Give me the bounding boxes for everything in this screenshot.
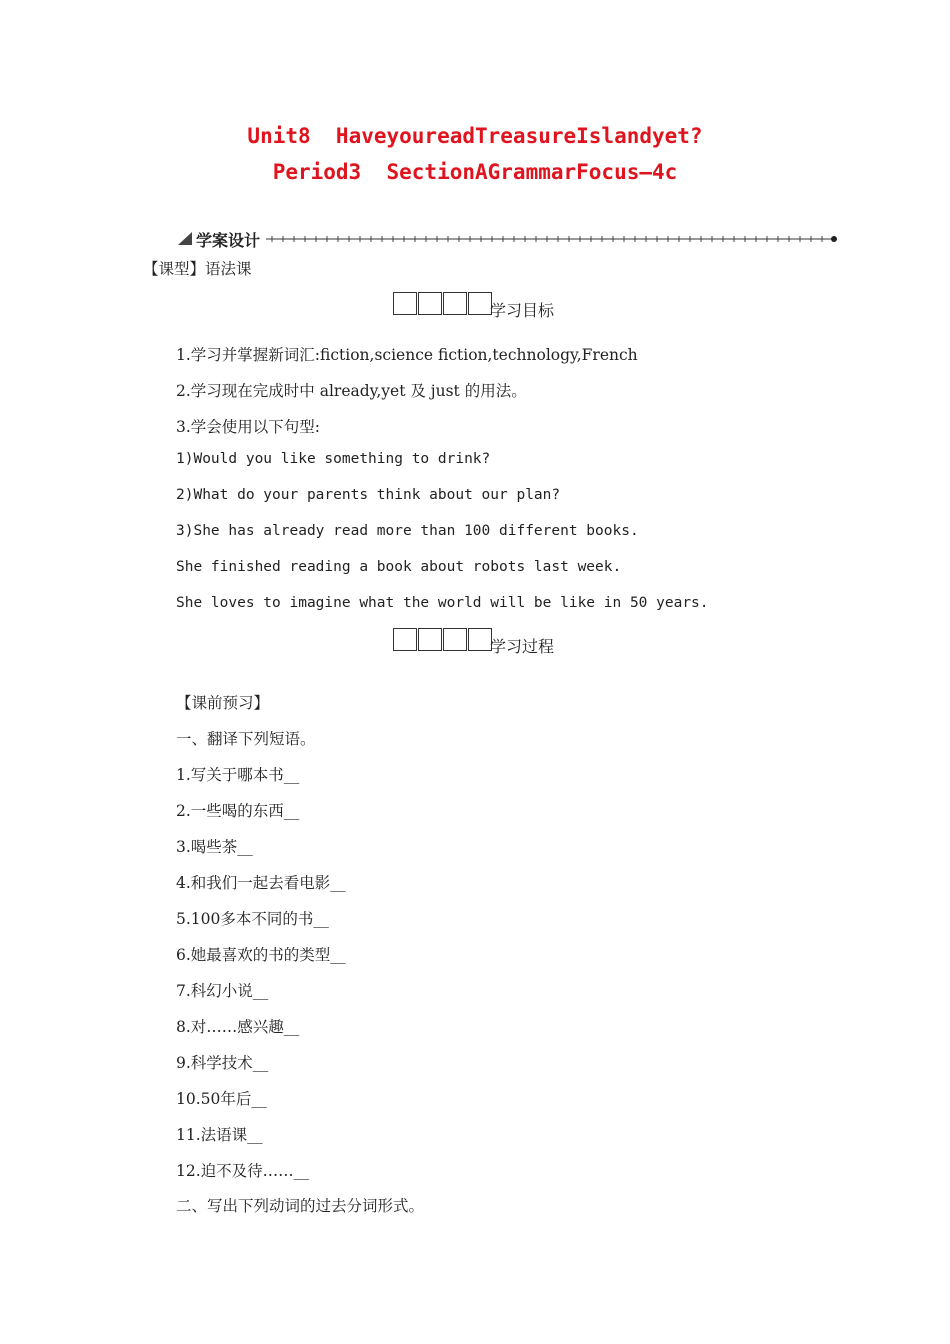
- phrase-item: 1.写关于哪本书__: [176, 766, 300, 784]
- goal-item: 1)Would you like something to drink?: [176, 451, 491, 467]
- phrase-item: 6.她最喜欢的书的类型__: [176, 946, 346, 964]
- goal-item: 3.学会使用以下句型:: [176, 418, 321, 436]
- lesson-type: 【课型】语法课: [143, 260, 252, 278]
- goals-heading: 学习目标: [490, 301, 555, 320]
- goal-item: 1.学习并掌握新词汇:fiction,science fiction,technology,French: [176, 346, 638, 364]
- phrase-item: 7.科幻小说__: [176, 982, 269, 1000]
- goals-box-icon: [393, 292, 493, 315]
- phrase-item: 3.喝些茶__: [176, 838, 253, 856]
- goal-item: 2)What do your parents think about our plan?: [176, 487, 561, 503]
- preview-heading: 【课前预习】: [176, 694, 270, 712]
- phrase-item: 2.一些喝的东西__: [176, 802, 300, 820]
- goal-item: 3)She has already read more than 100 different books.: [176, 523, 639, 539]
- part1-heading: 一、翻译下列短语。: [176, 730, 316, 748]
- phrase-item: 10.50年后__: [176, 1090, 267, 1108]
- goal-item: 2.学习现在完成时中 already,yet 及 just 的用法。: [176, 382, 527, 400]
- dotted-rule: [266, 232, 840, 246]
- design-section-bar: [176, 228, 840, 250]
- document-subtitle: Period3 SectionAGrammarFocus—4c: [272, 160, 678, 184]
- phrase-item: 8.对……感兴趣__: [176, 1018, 300, 1036]
- process-box-icon: [393, 628, 493, 651]
- document-title: Unit8 HaveyoureadTreasureIslandyet?: [247, 124, 703, 148]
- goal-item: She finished reading a book about robots last week.: [176, 559, 622, 575]
- goal-item: She loves to imagine what the world will be like in 50 years.: [176, 595, 709, 611]
- phrase-item: 9.科学技术__: [176, 1054, 269, 1072]
- phrase-item: 4.和我们一起去看电影__: [176, 874, 346, 892]
- triangle-icon: [178, 232, 192, 245]
- phrase-item: 11.法语课__: [176, 1126, 263, 1144]
- design-label: 学案设计: [196, 231, 261, 250]
- part2-heading: 二、写出下列动词的过去分词形式。: [176, 1197, 425, 1215]
- phrase-item: 12.迫不及待……__: [176, 1162, 310, 1180]
- phrase-item: 5.100多本不同的书__: [176, 910, 329, 928]
- process-heading: 学习过程: [490, 637, 555, 656]
